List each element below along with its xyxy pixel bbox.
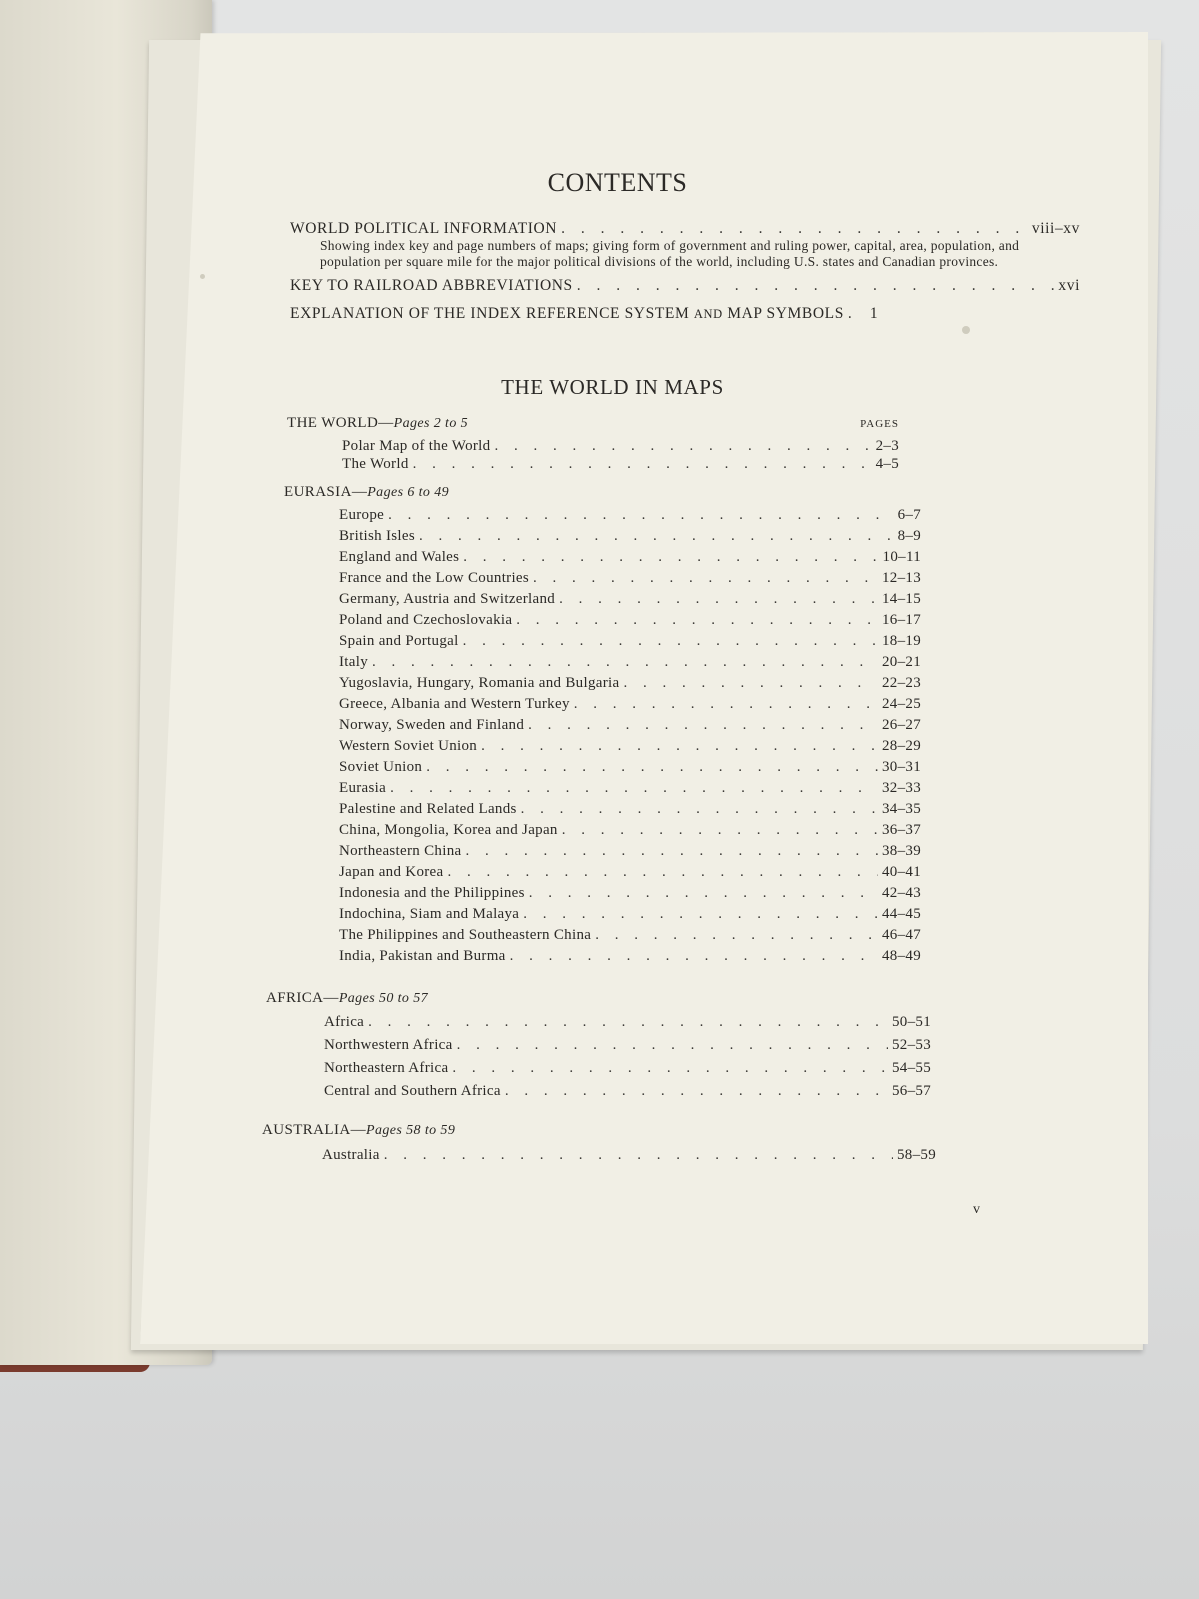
entry-title: Africa [324, 1014, 365, 1030]
entry-pages: 16–17 [882, 612, 921, 628]
leader-dots [595, 925, 878, 946]
leader-dots [481, 736, 878, 757]
entry-title: England and Wales [339, 549, 460, 565]
entry-list [342, 436, 899, 472]
list-item [339, 736, 921, 757]
leader-dots [848, 305, 866, 323]
entry-title: France and the Low Countries [339, 570, 530, 586]
label-part: EXPLANATION OF THE INDEX REFERENCE SYSTEM [290, 305, 690, 322]
entry-title: Western Soviet Union [339, 738, 478, 754]
entry-pages: 20–21 [882, 654, 921, 670]
front-matter-item [290, 220, 1080, 238]
label-connector: AND [693, 307, 723, 321]
section-header [262, 1122, 936, 1139]
maps-section-title: THE WORLD IN MAPS [501, 375, 724, 399]
entry-pages: 58–59 [897, 1147, 936, 1163]
leader-dots [516, 610, 878, 631]
page-stain [200, 274, 205, 279]
section-range: Pages 50 to 57 [338, 991, 429, 1006]
front-matter-label [290, 305, 844, 323]
leader-dots [372, 652, 878, 673]
entry-title: Indochina, Siam and Malaya [339, 906, 520, 922]
leader-dots [577, 277, 1055, 295]
leader-dots [413, 457, 872, 472]
entry-pages: 12–13 [882, 570, 921, 586]
section-header [287, 415, 899, 432]
list-item [339, 757, 921, 778]
entry-pages: 46–47 [882, 927, 921, 943]
front-matter-label: WORLD POLITICAL INFORMATION [290, 220, 558, 237]
entry-title: Japan and Korea [339, 864, 444, 880]
entry-title: Italy [339, 654, 368, 670]
list-item [339, 610, 921, 631]
leader-dots [452, 1057, 888, 1080]
list-item [339, 589, 921, 610]
section-name: AUSTRALIA [262, 1122, 351, 1138]
list-item [339, 715, 921, 736]
list-item [339, 778, 921, 799]
list-item [339, 505, 921, 526]
entry-title: Soviet Union [339, 759, 423, 775]
leader-dots [463, 631, 878, 652]
leader-dots [465, 841, 878, 862]
front-matter-pages: viii–xv [1031, 220, 1080, 237]
entry-title: Greece, Albania and Western Turkey [339, 696, 570, 712]
page-stain [962, 326, 970, 334]
leader-dots [426, 757, 878, 778]
entry-title: Northeastern Africa [324, 1060, 449, 1076]
section-range: Pages 58 to 59 [366, 1123, 456, 1138]
entry-list [322, 1143, 936, 1167]
entry-title: Polar Map of the World [342, 438, 491, 454]
leader-dots [574, 694, 878, 715]
entry-pages: 50–51 [892, 1014, 931, 1030]
entry-pages: 40–41 [882, 864, 921, 880]
entry-pages: 52–53 [892, 1037, 931, 1053]
section-name: EURASIA [284, 484, 352, 500]
entry-pages: 30–31 [882, 759, 921, 775]
leader-dots [447, 862, 878, 883]
leader-dots [529, 883, 878, 904]
entry-title: Eurasia [339, 780, 387, 796]
list-item [339, 841, 921, 862]
entry-pages: 34–35 [882, 801, 921, 817]
list-item [339, 862, 921, 883]
list-item [339, 883, 921, 904]
section-the-world [287, 415, 899, 472]
entry-pages: 54–55 [892, 1060, 931, 1076]
entry-list [339, 505, 921, 967]
list-item [339, 820, 921, 841]
leader-dots [533, 568, 878, 589]
entry-pages: 56–57 [892, 1083, 931, 1099]
leader-dots [419, 526, 894, 547]
leader-dots [562, 820, 878, 841]
section-name: AFRICA [266, 990, 324, 1006]
leader-dots [390, 778, 878, 799]
entry-title: Norway, Sweden and Finland [339, 717, 525, 733]
list-item [324, 1080, 931, 1103]
contents-content [140, 32, 1148, 1344]
front-matter-item [290, 277, 1080, 295]
entry-pages: 44–45 [882, 906, 921, 922]
leader-dots [457, 1034, 888, 1057]
leader-dots [623, 673, 878, 694]
entry-title: The World [342, 456, 409, 472]
entry-pages: 10–11 [882, 549, 921, 565]
list-item [339, 547, 921, 568]
entry-title: British Isles [339, 528, 415, 544]
leader-dots [559, 589, 878, 610]
entry-pages: 32–33 [882, 780, 921, 796]
leader-dots [521, 799, 878, 820]
section-heading: THE WORLD—Pages 2 to 5 [287, 415, 469, 431]
entry-pages: 14–15 [882, 591, 921, 607]
section-eurasia [284, 484, 921, 967]
entry-title: China, Mongolia, Korea and Japan [339, 822, 558, 838]
entry-title: The Philippines and Southeastern China [339, 927, 592, 943]
section-header [284, 484, 921, 501]
list-item [339, 568, 921, 589]
contents-title: CONTENTS [547, 168, 688, 197]
section-header [266, 990, 931, 1007]
section-heading: AUSTRALIA—Pages 58 to 59 [262, 1122, 456, 1138]
entry-pages: 38–39 [882, 843, 921, 859]
entry-pages: 24–25 [882, 696, 921, 712]
leader-dots [463, 547, 878, 568]
entry-pages: 22–23 [882, 675, 921, 691]
entry-title: Poland and Czechoslovakia [339, 612, 513, 628]
entry-title: Central and Southern Africa [324, 1083, 501, 1099]
front-matter-list [290, 220, 1080, 323]
list-item [342, 436, 899, 457]
list-item [324, 1034, 931, 1057]
list-item [342, 457, 899, 472]
list-item [324, 1011, 931, 1034]
entry-title: Yugoslavia, Hungary, Romania and Bulgaria [339, 675, 620, 691]
entry-title: Indonesia and the Philippines [339, 885, 525, 901]
leader-dots [368, 1011, 888, 1034]
list-item [339, 946, 921, 967]
leader-dots [523, 904, 878, 925]
list-item [339, 904, 921, 925]
entry-pages: 2–3 [875, 438, 899, 454]
entry-title: Northwestern Africa [324, 1037, 453, 1053]
section-heading: AFRICA—Pages 50 to 57 [266, 990, 429, 1006]
entry-pages: 36–37 [882, 822, 921, 838]
entry-title: Northeastern China [339, 843, 462, 859]
entry-pages: 6–7 [897, 507, 921, 523]
label-part: MAP SYMBOLS [727, 305, 844, 322]
leader-dots [494, 436, 871, 457]
list-item [322, 1143, 936, 1167]
list-item [339, 631, 921, 652]
entry-pages: 8–9 [897, 528, 921, 544]
section-africa [266, 990, 931, 1103]
entry-pages: 42–43 [882, 885, 921, 901]
section-range: Pages 2 to 5 [393, 416, 469, 431]
section-heading: EURASIA—Pages 6 to 49 [284, 484, 450, 500]
front-matter-item [290, 305, 1080, 323]
section-range: Pages 6 to 49 [367, 485, 450, 500]
leader-dots [505, 1080, 888, 1103]
entry-title: Germany, Austria and Switzerland [339, 591, 556, 607]
front-matter-description: Showing index key and page numbers of maps; giving form of government and ruling power, capital, area, population, and population per square mile for the major political divisions of the world, including U.S. states and Canadian provinces. [320, 238, 1020, 269]
entry-pages: 48–49 [882, 948, 921, 964]
leader-dots [528, 715, 878, 736]
entry-pages: 26–27 [882, 717, 921, 733]
page-number: v [973, 1202, 980, 1217]
front-matter-label: KEY TO RAILROAD ABBREVIATIONS [290, 277, 573, 294]
list-item [339, 673, 921, 694]
list-item [339, 652, 921, 673]
leader-dots [510, 946, 878, 967]
list-item [339, 694, 921, 715]
entry-pages: 18–19 [882, 633, 921, 649]
entry-pages: 4–5 [875, 456, 899, 472]
list-item [324, 1057, 931, 1080]
section-australia [262, 1122, 936, 1167]
entry-title: Europe [339, 507, 385, 523]
section-name: THE WORLD [287, 415, 379, 431]
entry-title: Palestine and Related Lands [339, 801, 517, 817]
leader-dots [384, 1143, 893, 1167]
front-matter-pages: xvi [1058, 277, 1080, 294]
entry-title: Spain and Portugal [339, 633, 459, 649]
list-item [339, 799, 921, 820]
leader-dots [388, 505, 893, 526]
entry-title: India, Pakistan and Burma [339, 948, 506, 964]
leader-dots [561, 220, 1028, 238]
entry-title: Australia [322, 1147, 380, 1163]
entry-pages: 28–29 [882, 738, 921, 754]
list-item [339, 526, 921, 547]
front-matter-pages: 1 [869, 305, 879, 322]
entry-list [324, 1011, 931, 1103]
pages-column-header: PAGES [860, 418, 899, 430]
list-item [339, 925, 921, 946]
